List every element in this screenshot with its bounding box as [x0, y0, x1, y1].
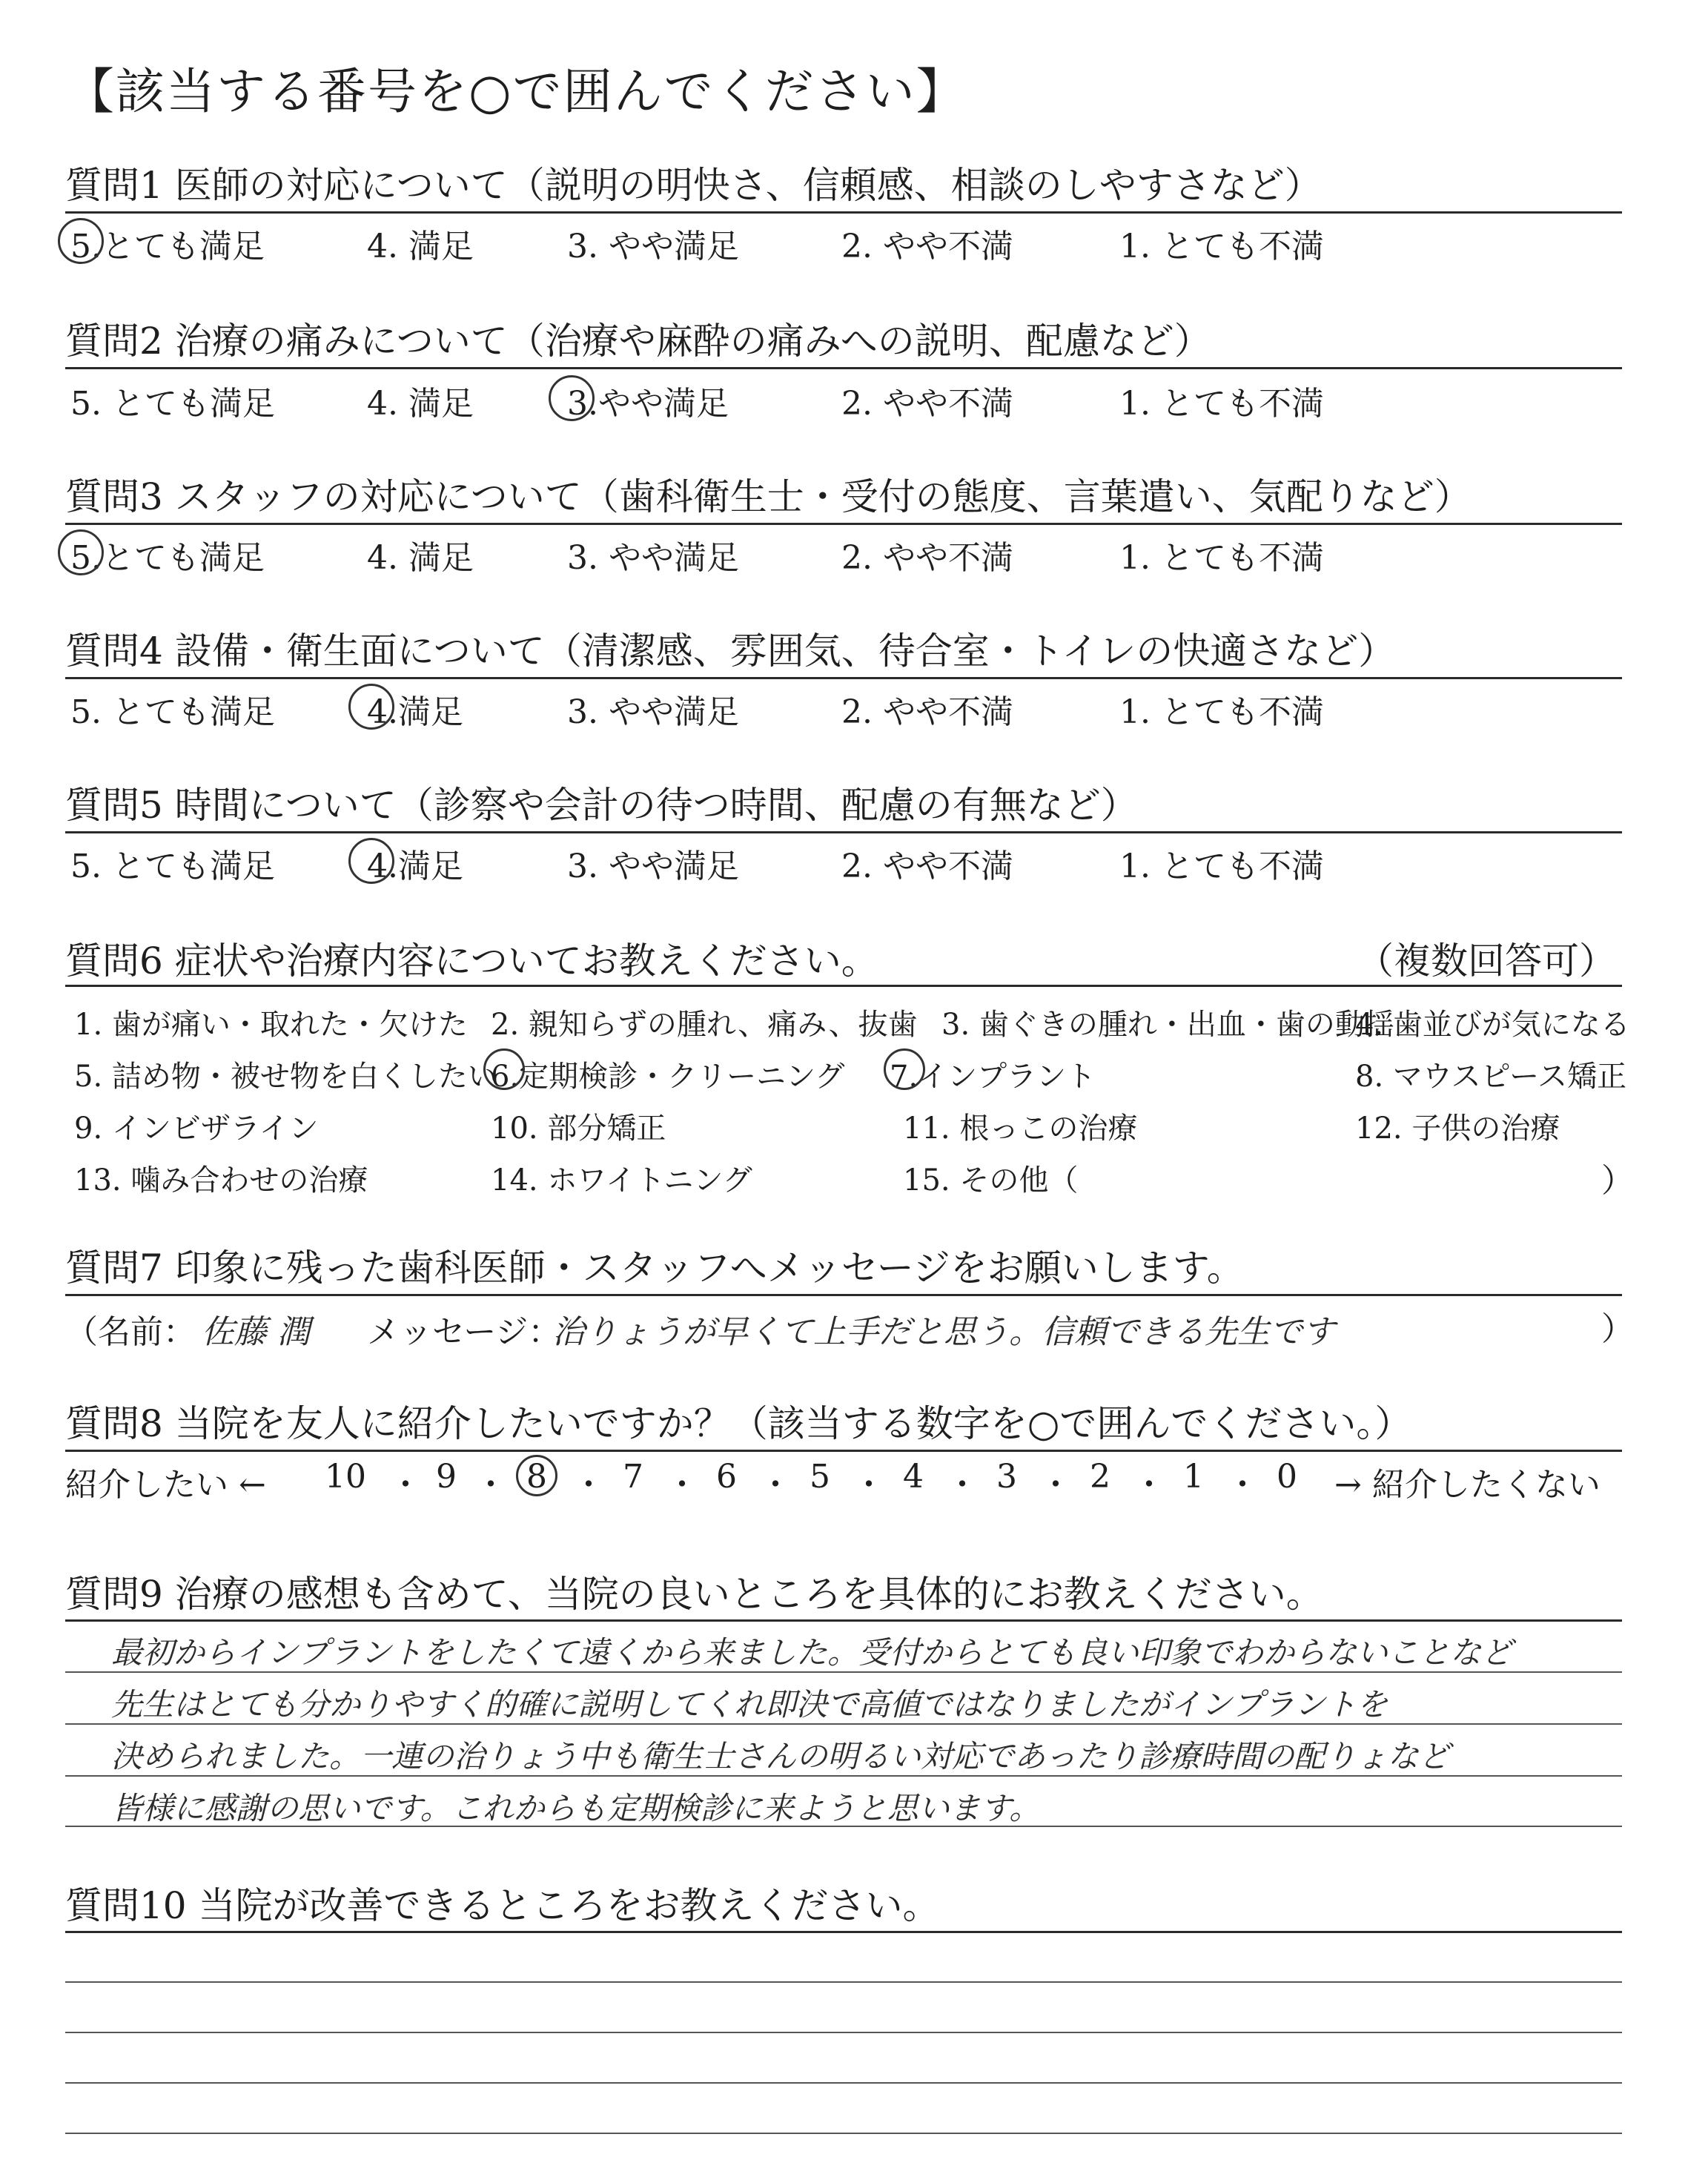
q9-answer-line-1[interactable]: 最初からインプラントをしたくて遠くから来ました。受付からとても良い印象でわからないことなど	[111, 1634, 1513, 1671]
q9-line-rule	[65, 1826, 1622, 1827]
q5-option-1[interactable]: 1. とても不満	[1119, 848, 1324, 885]
q4-selection-circle	[348, 684, 394, 730]
q6-multiple-note: （複数回答可）	[1357, 939, 1616, 982]
q6-option-11[interactable]: 11. 根っこの治療	[903, 1112, 1138, 1146]
q9-answer-line-4[interactable]: 皆様に感謝の思いです。これからも定期検診に来ようと思います。	[111, 1790, 1041, 1826]
q6-option-3[interactable]: 3. 歯ぐきの腫れ・出血・歯の動揺	[941, 1008, 1394, 1042]
q2-option-2[interactable]: 2. やや不満	[841, 385, 1013, 423]
q6-option-7[interactable]: 7.インプラント	[890, 1060, 1096, 1094]
q6-option-9[interactable]: 9. インビザライン	[74, 1112, 319, 1146]
q7-name-value[interactable]: 佐藤 潤	[202, 1313, 310, 1351]
q8-scale-1[interactable]: 1	[1183, 1458, 1204, 1496]
q5-option-5[interactable]: 5. とても満足	[70, 848, 275, 885]
q8-scale-2[interactable]: 2	[1090, 1458, 1110, 1496]
q2-option-3[interactable]: 3.やや満足	[567, 385, 729, 423]
q6-option-8[interactable]: 8. マウスピース矯正	[1355, 1060, 1627, 1094]
q6-option-12[interactable]: 12. 子供の治療	[1355, 1112, 1560, 1146]
q6-rule	[65, 985, 1622, 987]
q8-dot: ・	[1226, 1466, 1259, 1504]
q6-selection-circle-7	[884, 1048, 925, 1090]
q3-option-1[interactable]: 1. とても不満	[1119, 539, 1324, 577]
q6-title: 質問6 症状や治療内容についてお教えください。	[65, 939, 878, 982]
q9-answer-line-3[interactable]: 決められました。一連の治りょう中も衛生士さんの明るい対応であったり診療時間の配りょなど	[111, 1738, 1450, 1774]
q10-answer-line[interactable]	[65, 1981, 1622, 1983]
q8-dot: ・	[572, 1466, 605, 1504]
q4-option-2[interactable]: 2. やや不満	[841, 693, 1013, 731]
q9-line-rule	[65, 1723, 1622, 1725]
q3-selection-circle	[58, 529, 104, 575]
q3-option-3[interactable]: 3. やや満足	[567, 539, 739, 577]
q8-dot: ・	[474, 1466, 507, 1504]
q1-option-1[interactable]: 1. とても不満	[1119, 228, 1324, 265]
q6-option-6[interactable]: 6.定期検診・クリーニング	[491, 1060, 845, 1094]
q1-option-2[interactable]: 2. やや不満	[841, 228, 1013, 265]
q8-right-label: → 紹介したくない	[1334, 1466, 1601, 1504]
q6-option-13[interactable]: 13. 噛み合わせの治療	[74, 1163, 368, 1198]
q4-option-1[interactable]: 1. とても不満	[1119, 693, 1324, 731]
q10-answer-line[interactable]	[65, 2133, 1622, 2134]
q8-scale-8[interactable]: 8	[526, 1458, 547, 1496]
q8-scale-6[interactable]: 6	[716, 1458, 737, 1496]
q2-option-5[interactable]: 5. とても満足	[70, 385, 275, 423]
q7-message-label: メッセージ：	[367, 1313, 561, 1351]
q8-scale-4[interactable]: 4	[903, 1458, 924, 1496]
q10-answer-line[interactable]	[65, 2082, 1622, 2084]
q8-title: 質問8 当院を友人に紹介したいですか？（該当する数字を○で囲んでください。）	[65, 1402, 1412, 1445]
q2-rule	[65, 367, 1622, 369]
q3-option-2[interactable]: 2. やや不満	[841, 539, 1013, 577]
q9-rule	[65, 1619, 1622, 1622]
q1-title: 質問1 医師の対応について（説明の明快さ、信頼感、相談のしやすさなど）	[65, 164, 1322, 207]
q1-rule	[65, 211, 1622, 214]
q8-dot: ・	[946, 1466, 979, 1504]
q6-option-10[interactable]: 10. 部分矯正	[491, 1112, 666, 1146]
q7-title: 質問7 印象に残った歯科医師・スタッフへメッセージをお願いします。	[65, 1246, 1244, 1289]
q8-selection-circle	[516, 1455, 557, 1496]
q5-option-3[interactable]: 3. やや満足	[567, 848, 739, 885]
q3-title: 質問3 スタッフの対応について（歯科衛生士・受付の態度、言葉遣い、気配りなど）	[65, 475, 1472, 518]
q6-option-14[interactable]: 14. ホワイトニング	[491, 1163, 752, 1198]
q5-option-4[interactable]: 4.満足	[367, 848, 463, 885]
q9-answer-line-2[interactable]: 先生はとても分かりやすく的確に説明してくれ即決で高値ではなりましたがインプラントを	[111, 1686, 1388, 1723]
q4-option-4[interactable]: 4.満足	[367, 693, 463, 731]
q6-option-5[interactable]: 5. 詰め物・被せ物を白くしたい	[74, 1060, 497, 1094]
q1-option-3[interactable]: 3. やや満足	[567, 228, 739, 265]
q10-title: 質問10 当院が改善できるところをお教えください。	[65, 1884, 940, 1927]
q7-name-label: （名前：	[65, 1313, 196, 1351]
q9-line-rule	[65, 1775, 1622, 1777]
form-header: 【該当する番号を○で囲んでください】	[65, 63, 967, 120]
q5-title: 質問5 時間について（診察や会計の待つ時間、配慮の有無など）	[65, 784, 1138, 827]
q7-close-paren: ）	[1601, 1310, 1634, 1348]
q8-dot: ・	[1133, 1466, 1165, 1504]
q4-title: 質問4 設備・衛生面について（清潔感、雰囲気、待合室・トイレの快適さなど）	[65, 630, 1396, 673]
q8-scale-3[interactable]: 3	[996, 1458, 1017, 1496]
q8-dot: ・	[759, 1466, 792, 1504]
q8-scale-10[interactable]: 10	[325, 1458, 366, 1496]
q6-other-close-paren: ）	[1601, 1162, 1634, 1200]
q8-scale-0[interactable]: 0	[1277, 1458, 1297, 1496]
q5-selection-circle	[348, 838, 394, 884]
q8-rule	[65, 1450, 1622, 1452]
q8-dot: ・	[666, 1466, 698, 1504]
q8-left-label: 紹介したい ←	[65, 1466, 266, 1504]
q7-rule	[65, 1294, 1622, 1296]
q4-option-5[interactable]: 5. とても満足	[70, 693, 275, 731]
q8-scale-5[interactable]: 5	[810, 1458, 830, 1496]
q10-answer-line[interactable]	[65, 2032, 1622, 2033]
q8-dot: ・	[389, 1466, 422, 1504]
q6-option-1[interactable]: 1. 歯が痛い・取れた・欠けた	[74, 1008, 468, 1042]
q2-option-1[interactable]: 1. とても不満	[1119, 385, 1324, 423]
q9-title: 質問9 治療の感想も含めて、当院の良いところを具体的にお教えください。	[65, 1573, 1323, 1616]
q1-option-5[interactable]: 5.とても満足	[70, 228, 265, 265]
q5-rule	[65, 831, 1622, 833]
q6-option-15[interactable]: 15. その他（	[903, 1163, 1079, 1198]
q1-option-4[interactable]: 4. 満足	[367, 228, 474, 265]
q6-selection-circle-6	[483, 1048, 525, 1090]
q2-option-4[interactable]: 4. 満足	[367, 385, 474, 423]
q9-line-rule	[65, 1671, 1622, 1673]
q3-rule	[65, 523, 1622, 525]
q1-selection-circle	[58, 218, 104, 264]
q3-option-4[interactable]: 4. 満足	[367, 539, 474, 577]
q8-dot: ・	[853, 1466, 885, 1504]
q8-dot: ・	[1039, 1466, 1072, 1504]
q4-rule	[65, 677, 1622, 679]
q5-option-2[interactable]: 2. やや不満	[841, 848, 1013, 885]
q10-rule	[65, 1931, 1622, 1933]
q4-option-3[interactable]: 3. やや満足	[567, 693, 739, 731]
q6-option-2[interactable]: 2. 親知らずの腫れ、痛み、抜歯	[491, 1008, 918, 1042]
q3-option-5[interactable]: 5.とても満足	[70, 539, 265, 577]
q8-scale-9[interactable]: 9	[436, 1458, 457, 1496]
q7-message-value[interactable]: 治りょうが早くて上手だと思う。信頼できる先生です	[552, 1313, 1335, 1351]
q2-selection-circle	[549, 375, 595, 421]
q8-scale-7[interactable]: 7	[623, 1458, 643, 1496]
q2-title: 質問2 治療の痛みについて（治療や麻酔の痛みへの説明、配慮など）	[65, 320, 1211, 363]
q6-option-4[interactable]: 4. 歯並びが気になる	[1355, 1008, 1630, 1042]
